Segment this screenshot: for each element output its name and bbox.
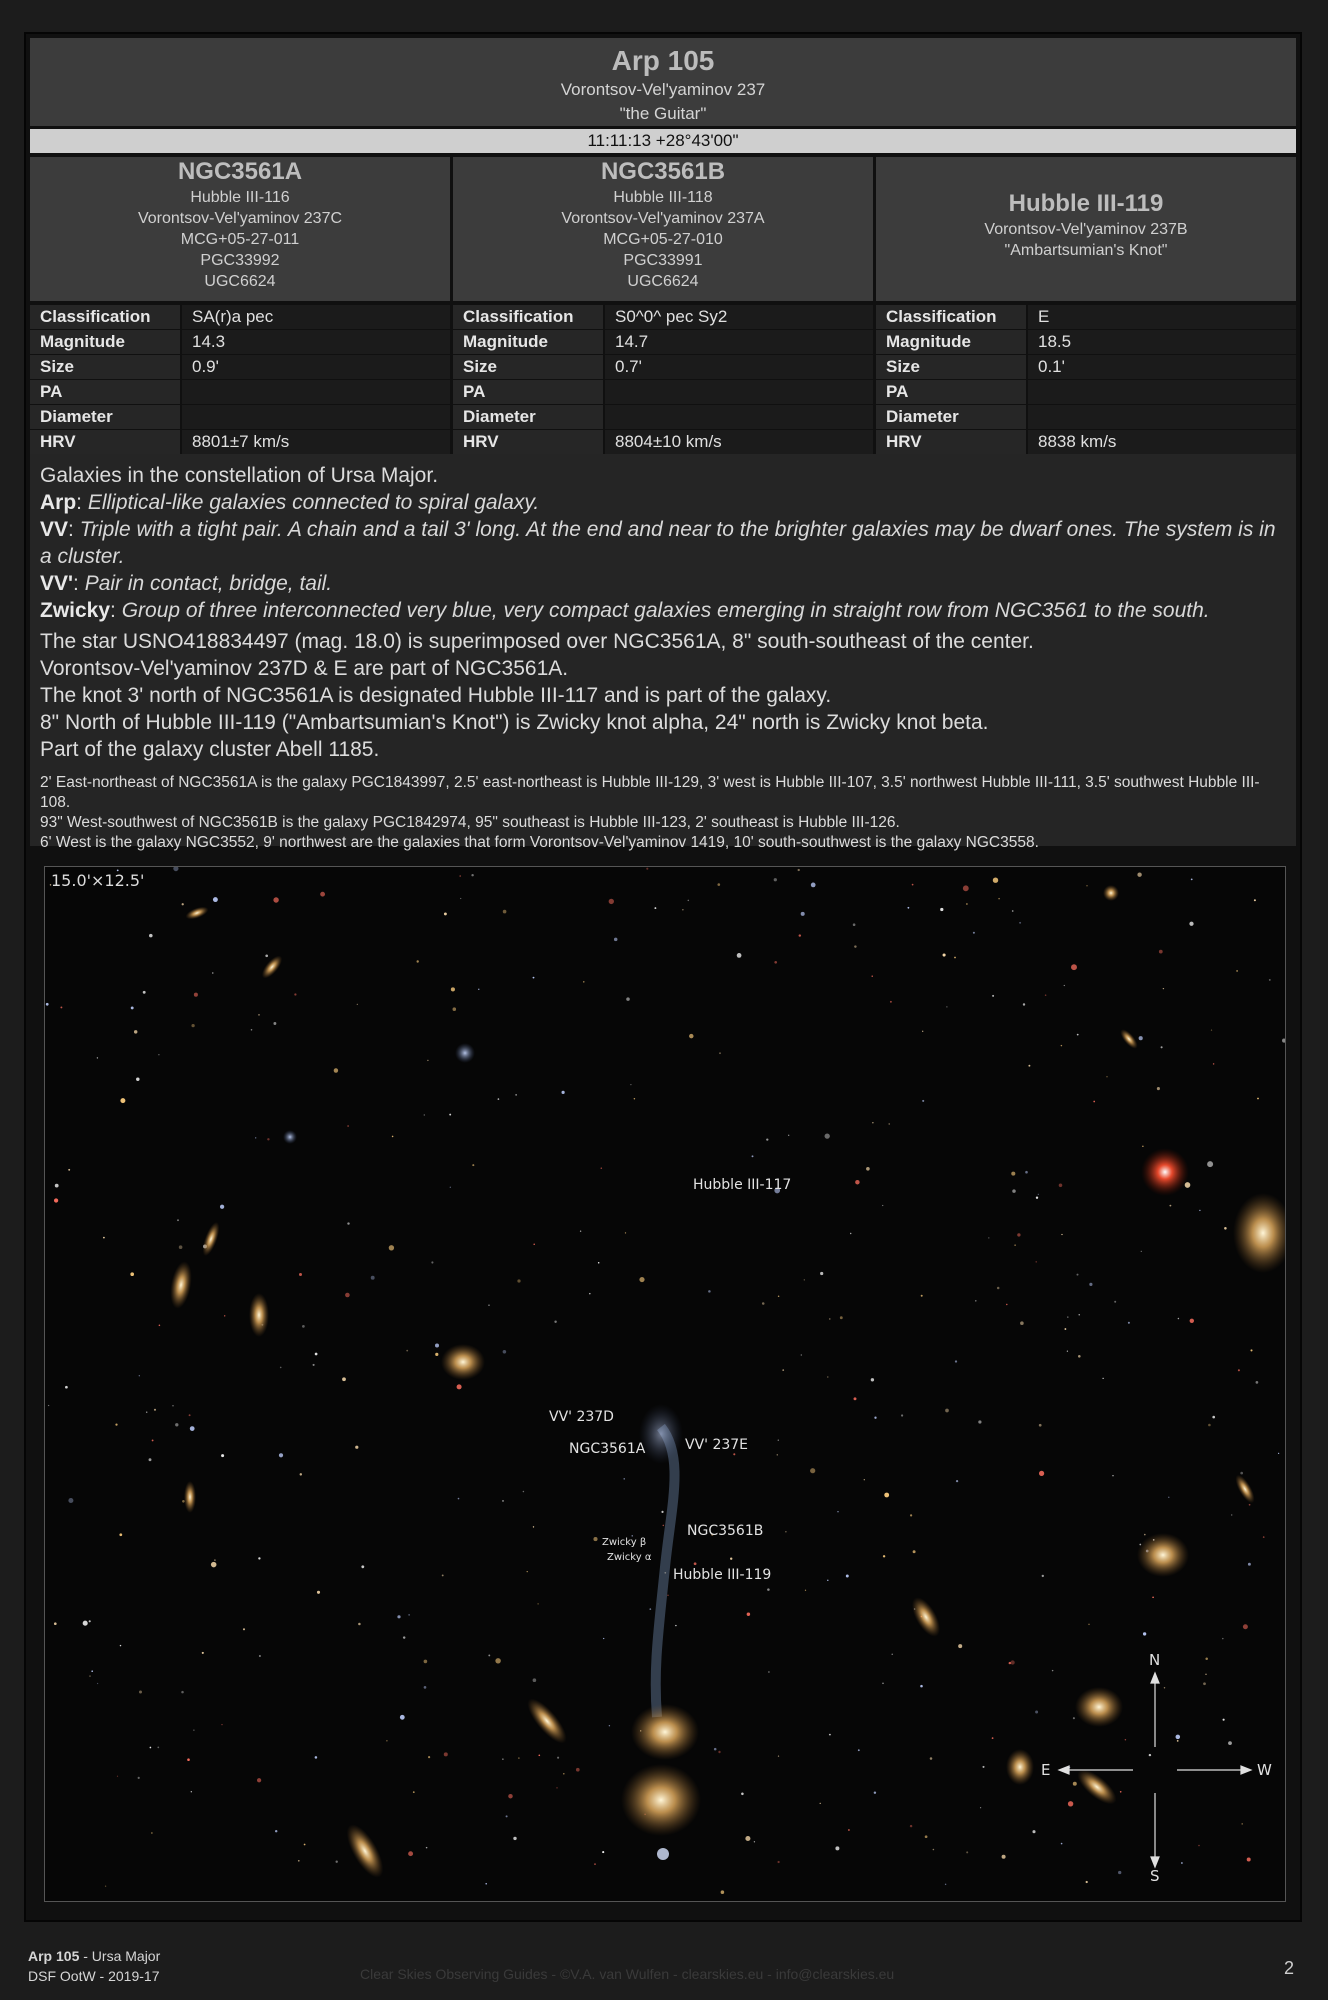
table-row [453, 305, 873, 329]
compass-north: N [1149, 1651, 1161, 1669]
footer-series: DSF OotW - 2019-17 [28, 1968, 160, 1984]
note-line: The knot 3' north of NGC3561A is designated Hubble III-117 and is part of the galaxy. [40, 684, 832, 707]
label-hubble-iii-119: Hubble III-119 [673, 1567, 772, 1583]
galaxy-header-ngc3561a [30, 157, 450, 301]
prop-key: HRV [30, 430, 180, 454]
prop-value [1028, 380, 1296, 404]
prop-key: PA [453, 380, 603, 404]
vv-line: VV: Triple with a tight pair. A chain and a tail 3' long. At the end and near to the brighter galaxies may be dwarf ones. The system is in a cluster. [40, 518, 1276, 568]
galaxy-name: NGC3561A [177, 158, 303, 185]
table-row [30, 305, 450, 329]
prop-key: Classification [30, 305, 180, 329]
prop-value: 0.1' [1028, 355, 1296, 379]
galaxy-alias: PGC33992 [200, 252, 280, 269]
field-of-view: 15.0'×12.5' [51, 871, 145, 890]
prop-key: HRV [453, 430, 603, 454]
galaxy-alias: PGC33991 [623, 252, 703, 269]
neighbor-line: 2' East-northeast of NGC3561A is the galaxy PGC1843997, 2.5' east-northeast is Hubble III-129, 3' west is Hubble III-107, 3.5' northwest Hubble III-111, 3.5' southwest Hubble III-108. [40, 774, 1260, 811]
footer-credit: Clear Skies Observing Guides - ©V.A. van Wulfen - clearskies.eu - info@clearskies.eu [360, 1966, 895, 1982]
galaxy-header-hubble-iii-119 [876, 157, 1296, 301]
table-row [876, 305, 1296, 329]
table-row [30, 355, 450, 379]
prop-key: Diameter [453, 405, 603, 429]
note-line: The star USNO418834497 (mag. 18.0) is superimposed over NGC3561A, 8" south-southeast of the center. [40, 630, 1034, 653]
label-hubble-iii-117: Hubble III-117 [693, 1177, 792, 1193]
prop-value: 14.7 [605, 330, 873, 354]
prop-key: Magnitude [30, 330, 180, 354]
table-row [30, 405, 450, 429]
prop-key: PA [876, 380, 1026, 404]
nickname: "the Guitar" [619, 104, 707, 123]
table-row [876, 380, 1296, 404]
table-row [876, 430, 1296, 454]
table-row [876, 405, 1296, 429]
label-ngc3561b: NGC3561B [687, 1523, 764, 1539]
galaxy-alias: Vorontsov-Vel'yaminov 237B [984, 221, 1188, 238]
neighbor-line: 6' West is the galaxy NGC3552, 9' northwest are the galaxies that form Vorontsov-Vel'yaminov 1419, 10' south-southwest is the galaxy NGC3558. [40, 834, 1039, 851]
table-row [876, 355, 1296, 379]
prop-value [1028, 405, 1296, 429]
label-ngc3561a: NGC3561A [569, 1441, 646, 1457]
table-row [453, 380, 873, 404]
galaxy-header-ngc3561b [453, 157, 873, 301]
compass-south: S [1150, 1867, 1160, 1885]
galaxy-alias: UGC6624 [204, 273, 276, 290]
table-row [453, 405, 873, 429]
label-zwicky-alpha: Zwicky α [607, 1552, 652, 1563]
prop-key: Diameter [30, 405, 180, 429]
galaxy-alias: MCG+05-27-010 [603, 231, 723, 248]
arp-label: Arp [40, 491, 77, 514]
note-line: Part of the galaxy cluster Abell 1185. [40, 738, 380, 761]
ngc3561a-glow [631, 1704, 699, 1760]
constellation-line: Galaxies in the constellation of Ursa Major. [40, 464, 439, 487]
zwicky-label: Zwicky [40, 599, 111, 622]
galaxy-name: Hubble III-119 [1008, 190, 1164, 217]
galaxy-alias: "Ambartsumian's Knot" [1004, 242, 1168, 259]
prop-value: 8838 km/s [1028, 430, 1296, 454]
prop-key: Size [453, 355, 603, 379]
vv-label: VV [40, 518, 69, 541]
table-row [30, 380, 450, 404]
footer-constellation: - Ursa Major [79, 1948, 161, 1964]
hubble-iii-117-knot [639, 1404, 683, 1464]
prop-value: 8804±10 km/s [605, 430, 873, 454]
ngc3561b-glow [621, 1764, 701, 1836]
table-row [876, 330, 1296, 354]
vv2-text: Pair in contact, bridge, tail. [84, 572, 333, 595]
zwicky-line: Zwicky: Group of three interconnected very blue, very compact galaxies emerging in straight row from NGC3561 to the south. [40, 599, 1210, 622]
props-table-ngc3561a [30, 305, 450, 455]
table-row [453, 330, 873, 354]
table-row [30, 430, 450, 454]
prop-key: Diameter [876, 405, 1026, 429]
vv-text: Triple with a tight pair. A chain and a tail 3' long. At the end and near to the brighter galaxies may be dwarf ones. The system is in a cluster. [40, 518, 1276, 568]
vv2-line: VV': Pair in contact, bridge, tail. [40, 572, 333, 595]
prop-key: Size [876, 355, 1026, 379]
table-row [453, 355, 873, 379]
neighbor-line: 93" West-southwest of NGC3561B is the galaxy PGC1842974, 95" southeast is Hubble III-123, 2' southeast is Hubble III-126. [40, 814, 900, 831]
page-title: Arp 105 [611, 45, 715, 76]
prop-value: E [1028, 305, 1296, 329]
starfield [45, 867, 1286, 1902]
prop-key: Classification [876, 305, 1026, 329]
vv2-label: VV' [40, 572, 74, 595]
prop-value: 18.5 [1028, 330, 1296, 354]
galaxy-alias: Hubble III-116 [190, 189, 290, 206]
galaxy-alias: MCG+05-27-011 [180, 231, 300, 248]
title-block [30, 38, 1296, 126]
tidal-tail [656, 1427, 675, 1717]
page-number: 2 [1283, 1958, 1294, 1978]
prop-value: SA(r)a pec [182, 305, 450, 329]
prop-value: 14.3 [182, 330, 450, 354]
galaxy-name: NGC3561B [600, 158, 726, 185]
table-row [30, 330, 450, 354]
galaxy-alias: UGC6624 [627, 273, 699, 290]
sky-image [44, 866, 1286, 1902]
prop-key: Classification [453, 305, 603, 329]
compass-east: E [1041, 1761, 1051, 1779]
prop-key: HRV [876, 430, 1026, 454]
prop-value [182, 405, 450, 429]
galaxy-alias: Vorontsov-Vel'yaminov 237C [137, 210, 343, 227]
label-vv-237d: VV' 237D [549, 1409, 614, 1425]
prop-value [605, 380, 873, 404]
prop-value: 0.9' [182, 355, 450, 379]
zwicky-text: Group of three interconnected very blue, very compact galaxies emerging in straight row from NGC3561 to the south. [121, 599, 1210, 622]
label-zwicky-beta: Zwicky β [602, 1537, 647, 1548]
prop-key: PA [30, 380, 180, 404]
red-star [1141, 1148, 1189, 1196]
footer-info [28, 1946, 160, 1986]
prop-value [605, 405, 873, 429]
prop-value: 0.7' [605, 355, 873, 379]
prop-value: 8801±7 km/s [182, 430, 450, 454]
prop-value: S0^0^ pec Sy2 [605, 305, 873, 329]
note-line: Vorontsov-Vel'yaminov 237D & E are part of NGC3561A. [40, 657, 569, 680]
note-line: 8" North of Hubble III-119 ("Ambartsumian's Knot") is Zwicky knot alpha, 24" north is Zwicky knot beta. [40, 711, 989, 734]
prop-key: Size [30, 355, 180, 379]
compass-west: W [1257, 1761, 1272, 1779]
guide-page [24, 32, 1302, 1922]
prop-key: Magnitude [453, 330, 603, 354]
arp-text: Elliptical-like galaxies connected to spiral galaxy. [87, 491, 540, 514]
coordinates: 11:11:13 +28°43'00" [30, 129, 1296, 153]
description-block [30, 454, 1296, 851]
props-table-ngc3561b [453, 305, 873, 455]
hubble-iii-119-dot [657, 1848, 669, 1860]
prop-value [182, 380, 450, 404]
alt-name: Vorontsov-Vel'yaminov 237 [560, 80, 766, 99]
arp-line: Arp: Elliptical-like galaxies connected to spiral galaxy. [40, 491, 540, 514]
galaxy-alias: Hubble III-118 [613, 189, 713, 206]
prop-key: Magnitude [876, 330, 1026, 354]
table-row [453, 430, 873, 454]
props-table-hubble-iii-119 [876, 305, 1296, 455]
galaxy-alias: Vorontsov-Vel'yaminov 237A [561, 210, 765, 227]
label-vv-237e: VV' 237E [685, 1437, 749, 1453]
footer-object: Arp 105 [28, 1948, 80, 1964]
